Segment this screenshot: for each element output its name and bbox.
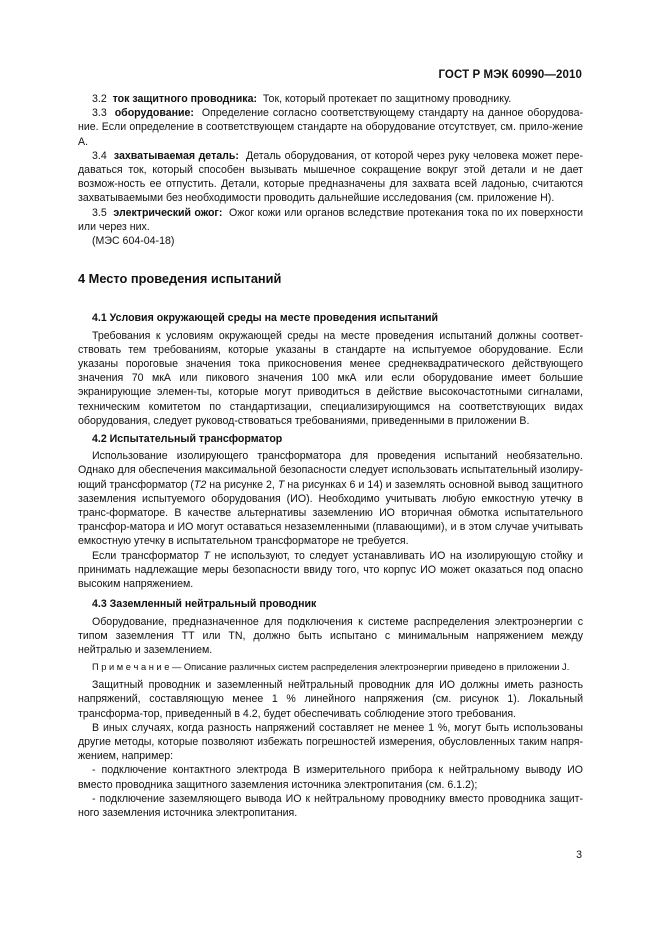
definition-3-3 xyxy=(78,106,583,149)
paragraph-text: на рисунках 6 и 14) и заземлять основной вывод защитного заземления испытуемого оборудования (ИО). Необходимо учитывать любую емкостную утечку в транс-форматоре. В качестве альтернативы заземлению ИО вторичная обмотка испытательного трансфор-матора и ИО могут оставаться незаземленными (плавающими), и в этом случае учитывать емкостную утечку в испытательном трансформаторе не требуется. xyxy=(78,478,584,548)
def-text: Деталь оборудования, от которой через руку человека может пере-даваться ток, который способен вызывать мышечное сокращение вокруг этой детали и не дает возмож-ность ее отпустить. Детали, которые предназначены для захвата всей ладонью, считаются захватываемыми без необходимости проводить дальнейшие исследования (см. приложение Н). xyxy=(78,149,584,205)
def-text: Ток, который протекает по защитному проводнику. xyxy=(262,93,512,105)
subsection-4-3-title-text: 4.3 Заземленный нейтральный проводник xyxy=(92,598,317,611)
paragraph-4-3-3 xyxy=(78,721,583,764)
symbol-t: Т xyxy=(277,478,285,491)
subsection-4-1-title xyxy=(78,311,583,325)
paragraph-4-2-2 xyxy=(78,549,583,592)
paragraph-text: Использование изолирующего трансформатора для проведения испытаний необязательно. Однако для обеспечения максимальной безопасности следует использовать испытательный изолиру-ющий трансформатор ( xyxy=(78,450,583,491)
paragraph-text: не используют, то следует устанавливать ИО на изолирующую стойку и принимать надлежащие меры безопасности ввиду того, что корпус ИО может оказаться под опасно высоким напряжением. xyxy=(78,549,583,591)
def-text: Ожог кожи или органов вследствие протекания тока по их поверхности или через них. xyxy=(78,206,583,233)
paragraph-4-3-2 xyxy=(78,678,583,721)
list-item xyxy=(78,763,583,791)
page-number: 3 xyxy=(576,849,582,861)
list-item xyxy=(78,792,583,820)
standard-header: ГОСТ Р МЭК 60990—2010 xyxy=(438,69,582,81)
def-term: оборудование: xyxy=(114,107,194,120)
def-number: 3.3 xyxy=(92,107,107,120)
def-term: электрический ожог: xyxy=(113,206,223,219)
list-item-text: - подключение заземляющего вывода ИО к нейтральному проводнику вместо проводника защит-ного заземления источника электропитания. xyxy=(78,792,583,819)
paragraph-4-3-1 xyxy=(78,615,583,658)
def-term: ток защитного проводника: xyxy=(112,93,258,105)
def-term: захватываемая деталь: xyxy=(113,149,239,162)
paragraph-text: Защитный проводник и заземленный нейтральный проводник для ИО должны иметь разность напряжений, составляющую менее 1 % линейного напряжения (см. рисунок 1). Локальный трансформа-тор, приведенный в 4.2, будет обеспечивать соблюдение этого требования. xyxy=(78,679,583,720)
definition-3-2 xyxy=(78,92,583,106)
paragraph-4-2-1 xyxy=(78,449,583,548)
paragraph-text: В иных случаях, когда разность напряжений составляет не менее 1 %, могут быть использованы другие методы, которые позволяют избежать погрешностей измерения, обусловленных таким напря-жением, например: xyxy=(78,721,583,763)
note xyxy=(78,661,583,674)
subsection-4-3-title xyxy=(78,597,583,611)
definition-3-4 xyxy=(78,149,583,206)
subsection-4-2-title-text: 4.2 Испытательный трансформатор xyxy=(92,433,283,446)
subsection-4-2-title xyxy=(78,432,583,446)
def-number: 3.5 xyxy=(92,206,107,219)
def-number: 3.2 xyxy=(92,93,107,105)
paragraph-text: Требования к условиям окружающей среды на месте проведения испытаний должны соответ-ствовать тем требованиям, которые указаны в стандарте на испытуемое оборудование. Если указаны пороговые значения тока прикосновения менее среднеквадратического действующего значения 70 мкА или пикового значения 100 мкА или если оборудование имеет большие экранирующие элемен-ты, которые могут приводиться в действие высокочастотными сигналами, техническим комитетом по стандартизации, специализирующимся на соответствующих видах оборудования, следует руковод-ствоваться требованиями, приведенными в приложении В. xyxy=(78,329,583,427)
list-item-text: - подключение контактного электрода В измерительного прибора к нейтральному выводу ИО вместо проводника защитного заземления источника электропитания (см. 6.1.2); xyxy=(78,764,583,791)
page-content xyxy=(78,92,583,820)
section-title: 4 Место проведения испытаний xyxy=(78,271,282,287)
iec-reference-text: (МЭС 604-04-18) xyxy=(92,235,175,248)
def-text: Определение согласно соответствующему стандарту на данное оборудова-ние. Если определение в соответствующем стандарте на оборудование отсутствует, см. прило-жение А. xyxy=(78,107,583,148)
paragraph-4-1 xyxy=(78,329,583,428)
subsection-4-1-title-text: 4.1 Условия окружающей среды на месте проведения испытаний xyxy=(92,312,439,325)
paragraph-text: на рисунке 2, xyxy=(206,478,278,491)
definition-3-5 xyxy=(78,206,583,234)
symbol-t: Т xyxy=(203,549,210,562)
def-number: 3.4 xyxy=(92,149,107,162)
symbol-t2: Т2 xyxy=(193,478,207,491)
paragraph-text: Если трансформатор xyxy=(92,549,204,562)
iec-reference xyxy=(78,234,583,248)
note-text: — Описание различных систем распределения электроэнергии приведено в приложении J. xyxy=(169,662,570,673)
paragraph-text: Оборудование, предназначенное для подключения к системе распределения электроэнергии с типом заземления ТТ или TN, должно быть испытано с минимальным напряжением между нейтралью и заземлением. xyxy=(78,615,583,656)
note-label: П р и м е ч а н и е xyxy=(92,662,170,673)
